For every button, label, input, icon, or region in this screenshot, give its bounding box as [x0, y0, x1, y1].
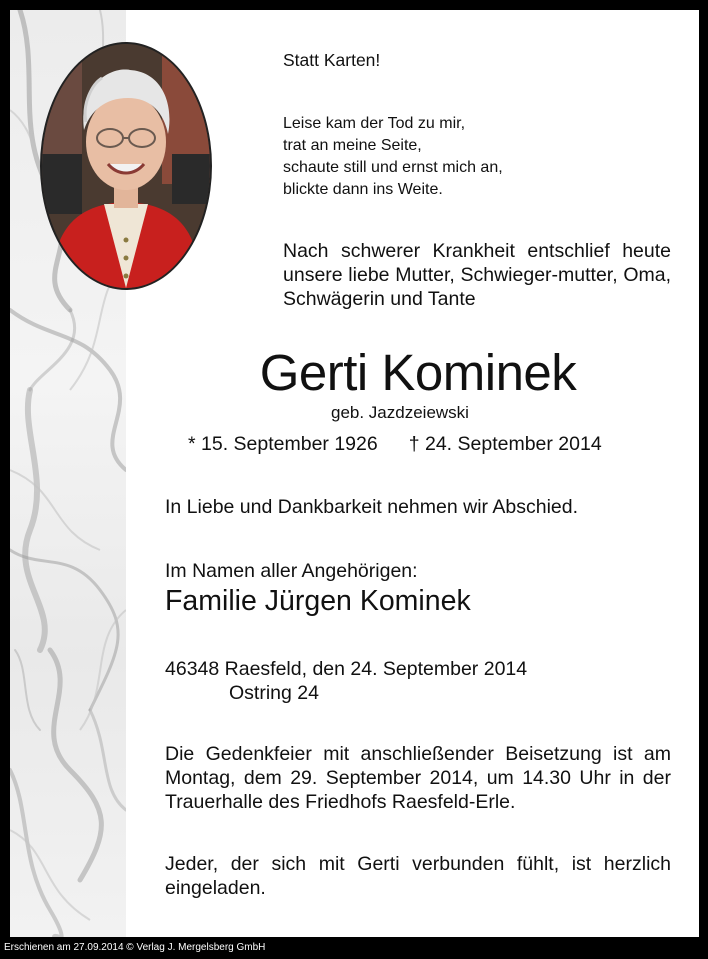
portrait-photo	[40, 42, 212, 290]
street-address: Ostring 24	[229, 682, 319, 704]
maiden-name: geb. Jazdzeiewski	[331, 403, 469, 422]
statt-karten-heading: Statt Karten!	[283, 50, 381, 70]
poem	[283, 113, 503, 201]
family-name: Familie Jürgen Kominek	[165, 585, 471, 617]
farewell-text: In Liebe und Dankbarkeit nehmen wir Abschied.	[165, 496, 579, 518]
obituary-notice	[10, 10, 699, 937]
intro-text: Nach schwerer Krankheit entschlief heute unsere liebe Mutter, Schwieger-mutter, Oma, Schwägerin und Tante	[283, 240, 671, 310]
place-date: 46348 Raesfeld, den 24. September 2014	[165, 658, 528, 680]
publication-footer: Erschienen am 27.09.2014 © Verlag J. Mergelsberg GmbH	[4, 942, 266, 953]
deceased-name: Gerti Kominek	[259, 344, 577, 401]
birth-date: * 15. September 1926	[188, 433, 378, 455]
death-date: † 24. September 2014	[408, 433, 602, 455]
portrait-illustration	[42, 44, 210, 288]
poem-line: blickte dann ins Weite.	[283, 181, 443, 198]
life-dates	[188, 433, 602, 456]
poem-line: trat an meine Seite,	[283, 137, 422, 154]
poem-line: Leise kam der Tod zu mir,	[283, 115, 466, 132]
invitation-text: Jeder, der sich mit Gerti verbunden fühlt, ist herzlich eingeladen.	[165, 853, 671, 899]
address-block	[165, 657, 527, 705]
poem-line: schaute still und ernst mich an,	[283, 159, 503, 176]
on-behalf-text: Im Namen aller Angehörigen:	[165, 560, 418, 582]
ceremony-text: Die Gedenkfeier mit anschließender Beisetzung ist am Montag, dem 29. September 2014, um 14.30 Uhr in der Trauerhalle des Friedhofs Raesfeld-Erle.	[165, 743, 671, 813]
